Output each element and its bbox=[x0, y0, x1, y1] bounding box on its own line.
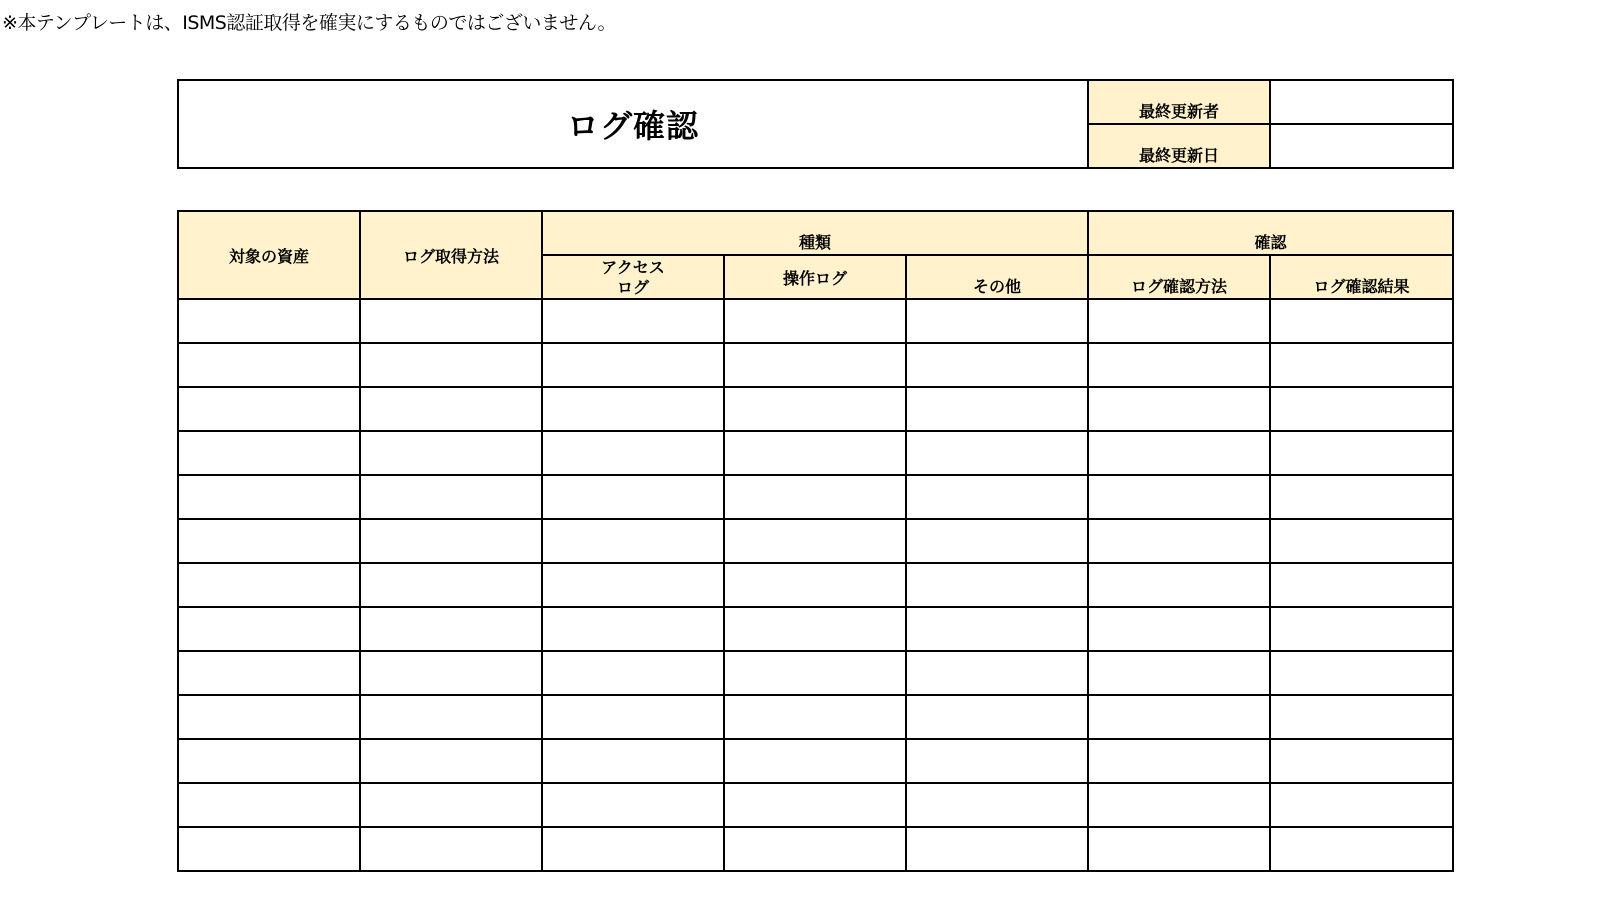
table-cell-check-result[interactable] bbox=[1270, 563, 1453, 607]
table-cell-operation-log[interactable] bbox=[724, 299, 906, 343]
table-cell-operation-log[interactable] bbox=[724, 695, 906, 739]
table-cell-access-log[interactable] bbox=[542, 607, 724, 651]
table-cell-asset[interactable] bbox=[178, 475, 360, 519]
column-header-check-method: ログ確認方法 bbox=[1088, 255, 1270, 299]
table-cell-method[interactable] bbox=[360, 607, 542, 651]
log-table-body bbox=[178, 299, 1453, 871]
column-header-other: その他 bbox=[906, 255, 1088, 299]
group-header-type: 種類 bbox=[542, 211, 1088, 255]
column-header-operation-log: 操作ログ bbox=[724, 255, 906, 299]
table-cell-method[interactable] bbox=[360, 739, 542, 783]
table-cell-operation-log[interactable] bbox=[724, 343, 906, 387]
table-row bbox=[178, 387, 1453, 431]
table-cell-asset[interactable] bbox=[178, 343, 360, 387]
table-cell-check-method[interactable] bbox=[1088, 739, 1270, 783]
log-check-table bbox=[177, 210, 1454, 872]
table-cell-check-result[interactable] bbox=[1270, 695, 1453, 739]
table-row bbox=[178, 563, 1453, 607]
table-cell-check-result[interactable] bbox=[1270, 519, 1453, 563]
table-cell-access-log[interactable] bbox=[542, 299, 724, 343]
table-cell-check-result[interactable] bbox=[1270, 475, 1453, 519]
table-cell-asset[interactable] bbox=[178, 519, 360, 563]
table-row bbox=[178, 783, 1453, 827]
table-cell-check-method[interactable] bbox=[1088, 651, 1270, 695]
table-cell-other[interactable] bbox=[906, 519, 1088, 563]
table-cell-operation-log[interactable] bbox=[724, 607, 906, 651]
table-row bbox=[178, 607, 1453, 651]
table-cell-access-log[interactable] bbox=[542, 695, 724, 739]
column-header-access-log bbox=[542, 255, 724, 299]
table-cell-check-result[interactable] bbox=[1270, 299, 1453, 343]
table-cell-asset[interactable] bbox=[178, 739, 360, 783]
table-cell-check-method[interactable] bbox=[1088, 563, 1270, 607]
table-row bbox=[178, 519, 1453, 563]
table-cell-method[interactable] bbox=[360, 431, 542, 475]
last-updater-value[interactable] bbox=[1270, 80, 1453, 124]
table-cell-operation-log[interactable] bbox=[724, 431, 906, 475]
table-cell-check-result[interactable] bbox=[1270, 739, 1453, 783]
table-cell-check-method[interactable] bbox=[1088, 431, 1270, 475]
table-cell-asset[interactable] bbox=[178, 299, 360, 343]
table-cell-check-method[interactable] bbox=[1088, 827, 1270, 871]
table-cell-other[interactable] bbox=[906, 475, 1088, 519]
table-row bbox=[178, 695, 1453, 739]
table-cell-check-method[interactable] bbox=[1088, 475, 1270, 519]
table-row bbox=[178, 651, 1453, 695]
table-row bbox=[178, 299, 1453, 343]
table-cell-method[interactable] bbox=[360, 299, 542, 343]
table-cell-other[interactable] bbox=[906, 431, 1088, 475]
table-cell-operation-log[interactable] bbox=[724, 519, 906, 563]
table-cell-other[interactable] bbox=[906, 739, 1088, 783]
table-cell-operation-log[interactable] bbox=[724, 475, 906, 519]
table-cell-check-result[interactable] bbox=[1270, 651, 1453, 695]
table-cell-check-method[interactable] bbox=[1088, 387, 1270, 431]
table-cell-check-method[interactable] bbox=[1088, 695, 1270, 739]
table-cell-asset[interactable] bbox=[178, 651, 360, 695]
table-cell-check-method[interactable] bbox=[1088, 783, 1270, 827]
table-cell-check-result[interactable] bbox=[1270, 827, 1453, 871]
table-cell-check-result[interactable] bbox=[1270, 343, 1453, 387]
table-row bbox=[178, 739, 1453, 783]
table-cell-access-log[interactable] bbox=[542, 431, 724, 475]
table-cell-asset[interactable] bbox=[178, 607, 360, 651]
table-cell-access-log[interactable] bbox=[542, 783, 724, 827]
table-cell-operation-log[interactable] bbox=[724, 387, 906, 431]
disclaimer-text: ※本テンプレートは、ISMS認証取得を確実にするものではございません。 bbox=[2, 12, 616, 34]
table-cell-check-result[interactable] bbox=[1270, 387, 1453, 431]
table-cell-other[interactable] bbox=[906, 343, 1088, 387]
table-cell-operation-log[interactable] bbox=[724, 563, 906, 607]
column-header-method: ログ取得方法 bbox=[360, 211, 542, 299]
table-cell-access-log[interactable] bbox=[542, 739, 724, 783]
table-cell-access-log[interactable] bbox=[542, 651, 724, 695]
access-log-line2: ログ bbox=[616, 278, 649, 297]
table-row bbox=[178, 827, 1453, 871]
last-updater-label: 最終更新者 bbox=[1088, 80, 1270, 124]
table-cell-other[interactable] bbox=[906, 695, 1088, 739]
table-cell-access-log[interactable] bbox=[542, 387, 724, 431]
table-cell-access-log[interactable] bbox=[542, 563, 724, 607]
column-header-asset: 対象の資産 bbox=[178, 211, 360, 299]
column-header-check-result: ログ確認結果 bbox=[1270, 255, 1453, 299]
table-cell-other[interactable] bbox=[906, 563, 1088, 607]
table-cell-method[interactable] bbox=[360, 651, 542, 695]
table-row bbox=[178, 475, 1453, 519]
table-cell-check-result[interactable] bbox=[1270, 783, 1453, 827]
title-block bbox=[177, 79, 1454, 169]
table-cell-asset[interactable] bbox=[178, 827, 360, 871]
last-updated-label: 最終更新日 bbox=[1088, 124, 1270, 168]
table-cell-other[interactable] bbox=[906, 651, 1088, 695]
table-cell-asset[interactable] bbox=[178, 563, 360, 607]
table-cell-check-method[interactable] bbox=[1088, 607, 1270, 651]
table-cell-asset[interactable] bbox=[178, 695, 360, 739]
table-row bbox=[178, 431, 1453, 475]
last-updated-value[interactable] bbox=[1270, 124, 1453, 168]
group-header-check: 確認 bbox=[1088, 211, 1453, 255]
table-cell-asset[interactable] bbox=[178, 387, 360, 431]
table-cell-access-log[interactable] bbox=[542, 827, 724, 871]
table-cell-operation-log[interactable] bbox=[724, 783, 906, 827]
table-cell-operation-log[interactable] bbox=[724, 651, 906, 695]
page-title: ログ確認 bbox=[178, 80, 1088, 168]
table-cell-access-log[interactable] bbox=[542, 519, 724, 563]
table-cell-other[interactable] bbox=[906, 299, 1088, 343]
table-cell-check-method[interactable] bbox=[1088, 343, 1270, 387]
table-cell-method[interactable] bbox=[360, 827, 542, 871]
table-cell-method[interactable] bbox=[360, 783, 542, 827]
table-cell-other[interactable] bbox=[906, 607, 1088, 651]
table-cell-method[interactable] bbox=[360, 343, 542, 387]
access-log-line1: アクセス bbox=[601, 258, 665, 277]
table-cell-method[interactable] bbox=[360, 387, 542, 431]
table-cell-check-method[interactable] bbox=[1088, 519, 1270, 563]
table-cell-access-log[interactable] bbox=[542, 343, 724, 387]
table-cell-other[interactable] bbox=[906, 827, 1088, 871]
table-cell-asset[interactable] bbox=[178, 783, 360, 827]
table-cell-method[interactable] bbox=[360, 695, 542, 739]
table-cell-method[interactable] bbox=[360, 475, 542, 519]
table-row bbox=[178, 343, 1453, 387]
table-cell-other[interactable] bbox=[906, 783, 1088, 827]
table-cell-method[interactable] bbox=[360, 519, 542, 563]
table-cell-method[interactable] bbox=[360, 563, 542, 607]
table-cell-asset[interactable] bbox=[178, 431, 360, 475]
table-cell-check-result[interactable] bbox=[1270, 431, 1453, 475]
table-cell-operation-log[interactable] bbox=[724, 739, 906, 783]
table-cell-check-result[interactable] bbox=[1270, 607, 1453, 651]
table-cell-operation-log[interactable] bbox=[724, 827, 906, 871]
table-cell-other[interactable] bbox=[906, 387, 1088, 431]
table-cell-access-log[interactable] bbox=[542, 475, 724, 519]
table-cell-check-method[interactable] bbox=[1088, 299, 1270, 343]
